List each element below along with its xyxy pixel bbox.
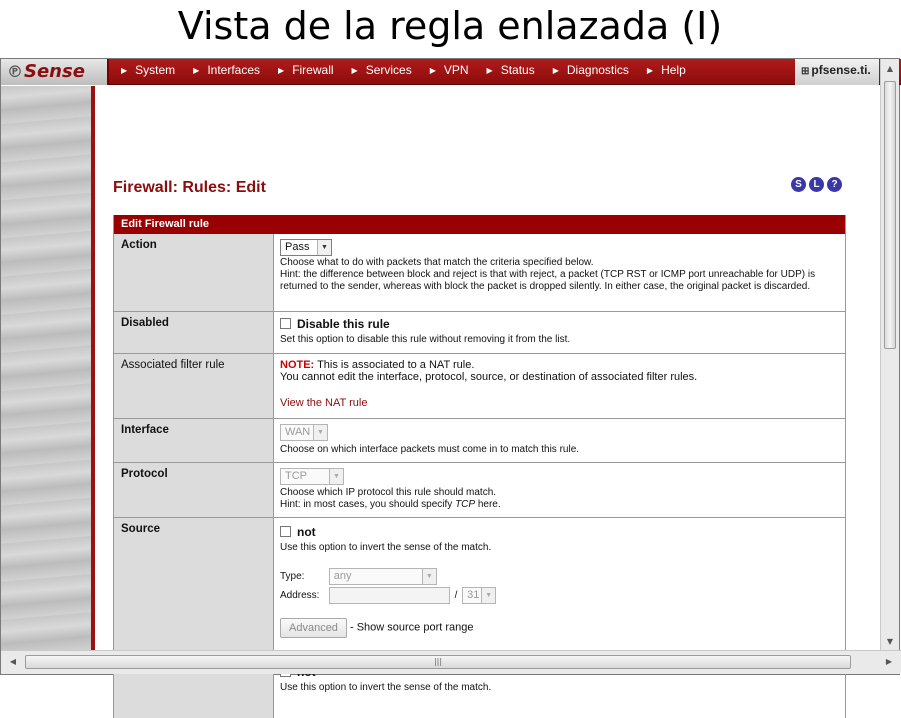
interface-desc: Choose on which interface packets must come in to match this rule. — [280, 444, 580, 455]
protocol-select[interactable] — [280, 468, 344, 485]
address-label: Address: — [280, 590, 320, 602]
disable-rule-checkbox[interactable] — [280, 318, 291, 329]
nav-item-status[interactable] — [479, 59, 545, 85]
disabled-label: Disabled — [114, 312, 274, 353]
chevron-down-icon: ▼ — [313, 425, 327, 440]
top-navbar — [1, 59, 901, 85]
advanced-button[interactable]: Advanced — [280, 618, 347, 638]
hint-prefix: Hint: in most cases, you should specify — [280, 499, 456, 510]
slide-title: Vista de la regla enlazada (I) — [177, 4, 723, 48]
interface-value — [274, 419, 845, 462]
nav-item-interfaces[interactable] — [185, 59, 270, 85]
nav-label: Status — [500, 63, 535, 77]
nav-label: Services — [365, 63, 412, 77]
page-title: Firewall: Rules: Edit — [113, 179, 266, 196]
source-not-checkbox[interactable] — [280, 526, 291, 537]
chevron-down-icon: ▼ — [329, 469, 343, 484]
status-icon[interactable]: S — [791, 177, 806, 192]
protocol-selected: TCP — [285, 470, 307, 482]
destination-desc: Use this option to invert the sense of the match. — [280, 682, 492, 693]
log-icon[interactable]: L — [809, 177, 824, 192]
associated-desc: You cannot edit the interface, protocol, source, or destination of associated filter rules. — [280, 371, 698, 383]
scroll-up-arrow-icon[interactable]: ▲ — [886, 64, 894, 73]
logo-prefix: ℗ — [7, 62, 23, 81]
chevron-down-icon: ▼ — [317, 240, 331, 255]
action-hint: Hint: the difference between block and reject is that with reject, a packet (TCP RST or ICMP port unreachable for UDP) is returned to the sender, whereas with block the packet is dropped silently. In either case, the original packet is discarded. — [280, 269, 816, 292]
nav-label: Diagnostics — [566, 63, 629, 77]
disabled-value — [274, 312, 845, 353]
triangle-right-icon: ▶ — [646, 66, 654, 75]
help-icons — [791, 177, 842, 192]
scroll-left-arrow-icon[interactable]: ◀ — [9, 657, 17, 666]
triangle-right-icon: ▶ — [278, 66, 285, 75]
left-decorative-sidebar — [1, 86, 91, 652]
vertical-scroll-thumb[interactable] — [884, 81, 896, 349]
show-port-range-text: - Show source port range — [346, 621, 474, 634]
disable-rule-text: Disable this rule — [297, 317, 390, 331]
row-associated — [114, 354, 845, 419]
source-value — [274, 518, 845, 657]
browser-window — [0, 58, 900, 693]
hostname-box[interactable] — [795, 59, 879, 85]
nav-label: Interfaces — [207, 63, 261, 77]
triangle-right-icon: ▶ — [552, 66, 559, 75]
interface-label: Interface — [114, 419, 274, 462]
source-mask-selected: 31 — [467, 589, 480, 601]
view-nat-rule-link[interactable]: View the NAT rule — [280, 397, 368, 409]
action-desc: Choose what to do with packets that match the criteria specified below. — [280, 257, 594, 268]
vertical-scrollbar[interactable] — [880, 59, 899, 652]
nav-label: Help — [661, 63, 686, 77]
action-value — [274, 234, 845, 311]
source-label: Source — [114, 518, 274, 657]
protocol-hint — [280, 499, 839, 511]
row-disabled — [114, 312, 845, 354]
network-icon: ⊞ — [801, 66, 810, 77]
source-desc: Use this option to invert the sense of the match. — [280, 542, 492, 553]
source-not-text: not — [297, 525, 316, 539]
note-prefix: NOTE: — [280, 359, 315, 371]
chevron-down-icon: ▼ — [481, 588, 495, 603]
nav-item-vpn[interactable] — [422, 59, 479, 85]
chevron-down-icon: ▼ — [422, 569, 436, 584]
action-select[interactable] — [280, 239, 332, 256]
row-protocol — [114, 463, 845, 518]
nav-menu — [113, 59, 696, 85]
nav-item-services[interactable] — [344, 59, 422, 85]
associated-value — [274, 354, 845, 418]
source-type-selected: any — [333, 570, 352, 582]
scroll-down-arrow-icon[interactable]: ▼ — [886, 637, 894, 646]
main-content — [113, 86, 849, 693]
triangle-right-icon: ▶ — [193, 66, 200, 75]
table-header: Edit Firewall rule — [114, 215, 845, 234]
source-address-input[interactable] — [329, 587, 450, 604]
note-text: This is associated to a NAT rule. — [314, 359, 475, 371]
associated-label: Associated filter rule — [114, 354, 274, 418]
hint-protocol: TCP — [455, 499, 476, 510]
row-action — [114, 234, 845, 312]
triangle-right-icon: ▶ — [429, 66, 436, 75]
disabled-desc: Set this option to disable this rule without removing it from the list. — [280, 334, 571, 345]
horizontal-scrollbar[interactable] — [1, 650, 901, 674]
action-selected: Pass — [285, 241, 310, 253]
source-mask-select[interactable] — [462, 587, 496, 604]
horizontal-scroll-thumb[interactable]: ||| — [25, 655, 851, 669]
nav-label: VPN — [443, 63, 469, 77]
nav-label: Firewall — [292, 63, 334, 77]
protocol-desc: Choose which IP protocol this rule should match. — [280, 487, 497, 498]
source-type-select[interactable] — [329, 568, 437, 585]
help-icon[interactable]: ? — [827, 177, 842, 192]
edit-rule-table — [113, 215, 846, 718]
triangle-right-icon: ▶ — [121, 66, 128, 75]
logo-text: Sense — [24, 61, 85, 82]
protocol-value — [274, 463, 845, 517]
action-label: Action — [114, 234, 274, 311]
nav-label: System — [135, 63, 176, 77]
nav-item-firewall[interactable] — [270, 59, 344, 85]
triangle-right-icon: ▶ — [351, 66, 358, 75]
nav-item-system[interactable] — [113, 59, 185, 85]
type-label: Type: — [280, 571, 305, 583]
sidebar-divider — [91, 86, 95, 652]
nav-item-diagnostics[interactable] — [545, 59, 639, 85]
triangle-right-icon: ▶ — [486, 66, 493, 75]
protocol-label: Protocol — [114, 463, 274, 517]
row-source — [114, 518, 845, 658]
mask-separator: / — [454, 590, 458, 602]
interface-select[interactable] — [280, 424, 328, 441]
pfsense-logo[interactable] — [1, 59, 109, 85]
nav-item-help[interactable] — [639, 59, 696, 85]
hostname: pfsense.ti. — [811, 63, 871, 77]
scroll-right-arrow-icon[interactable]: ▶ — [885, 657, 893, 666]
row-interface — [114, 419, 845, 463]
hint-suffix: here. — [475, 499, 501, 510]
interface-selected: WAN — [285, 426, 311, 438]
